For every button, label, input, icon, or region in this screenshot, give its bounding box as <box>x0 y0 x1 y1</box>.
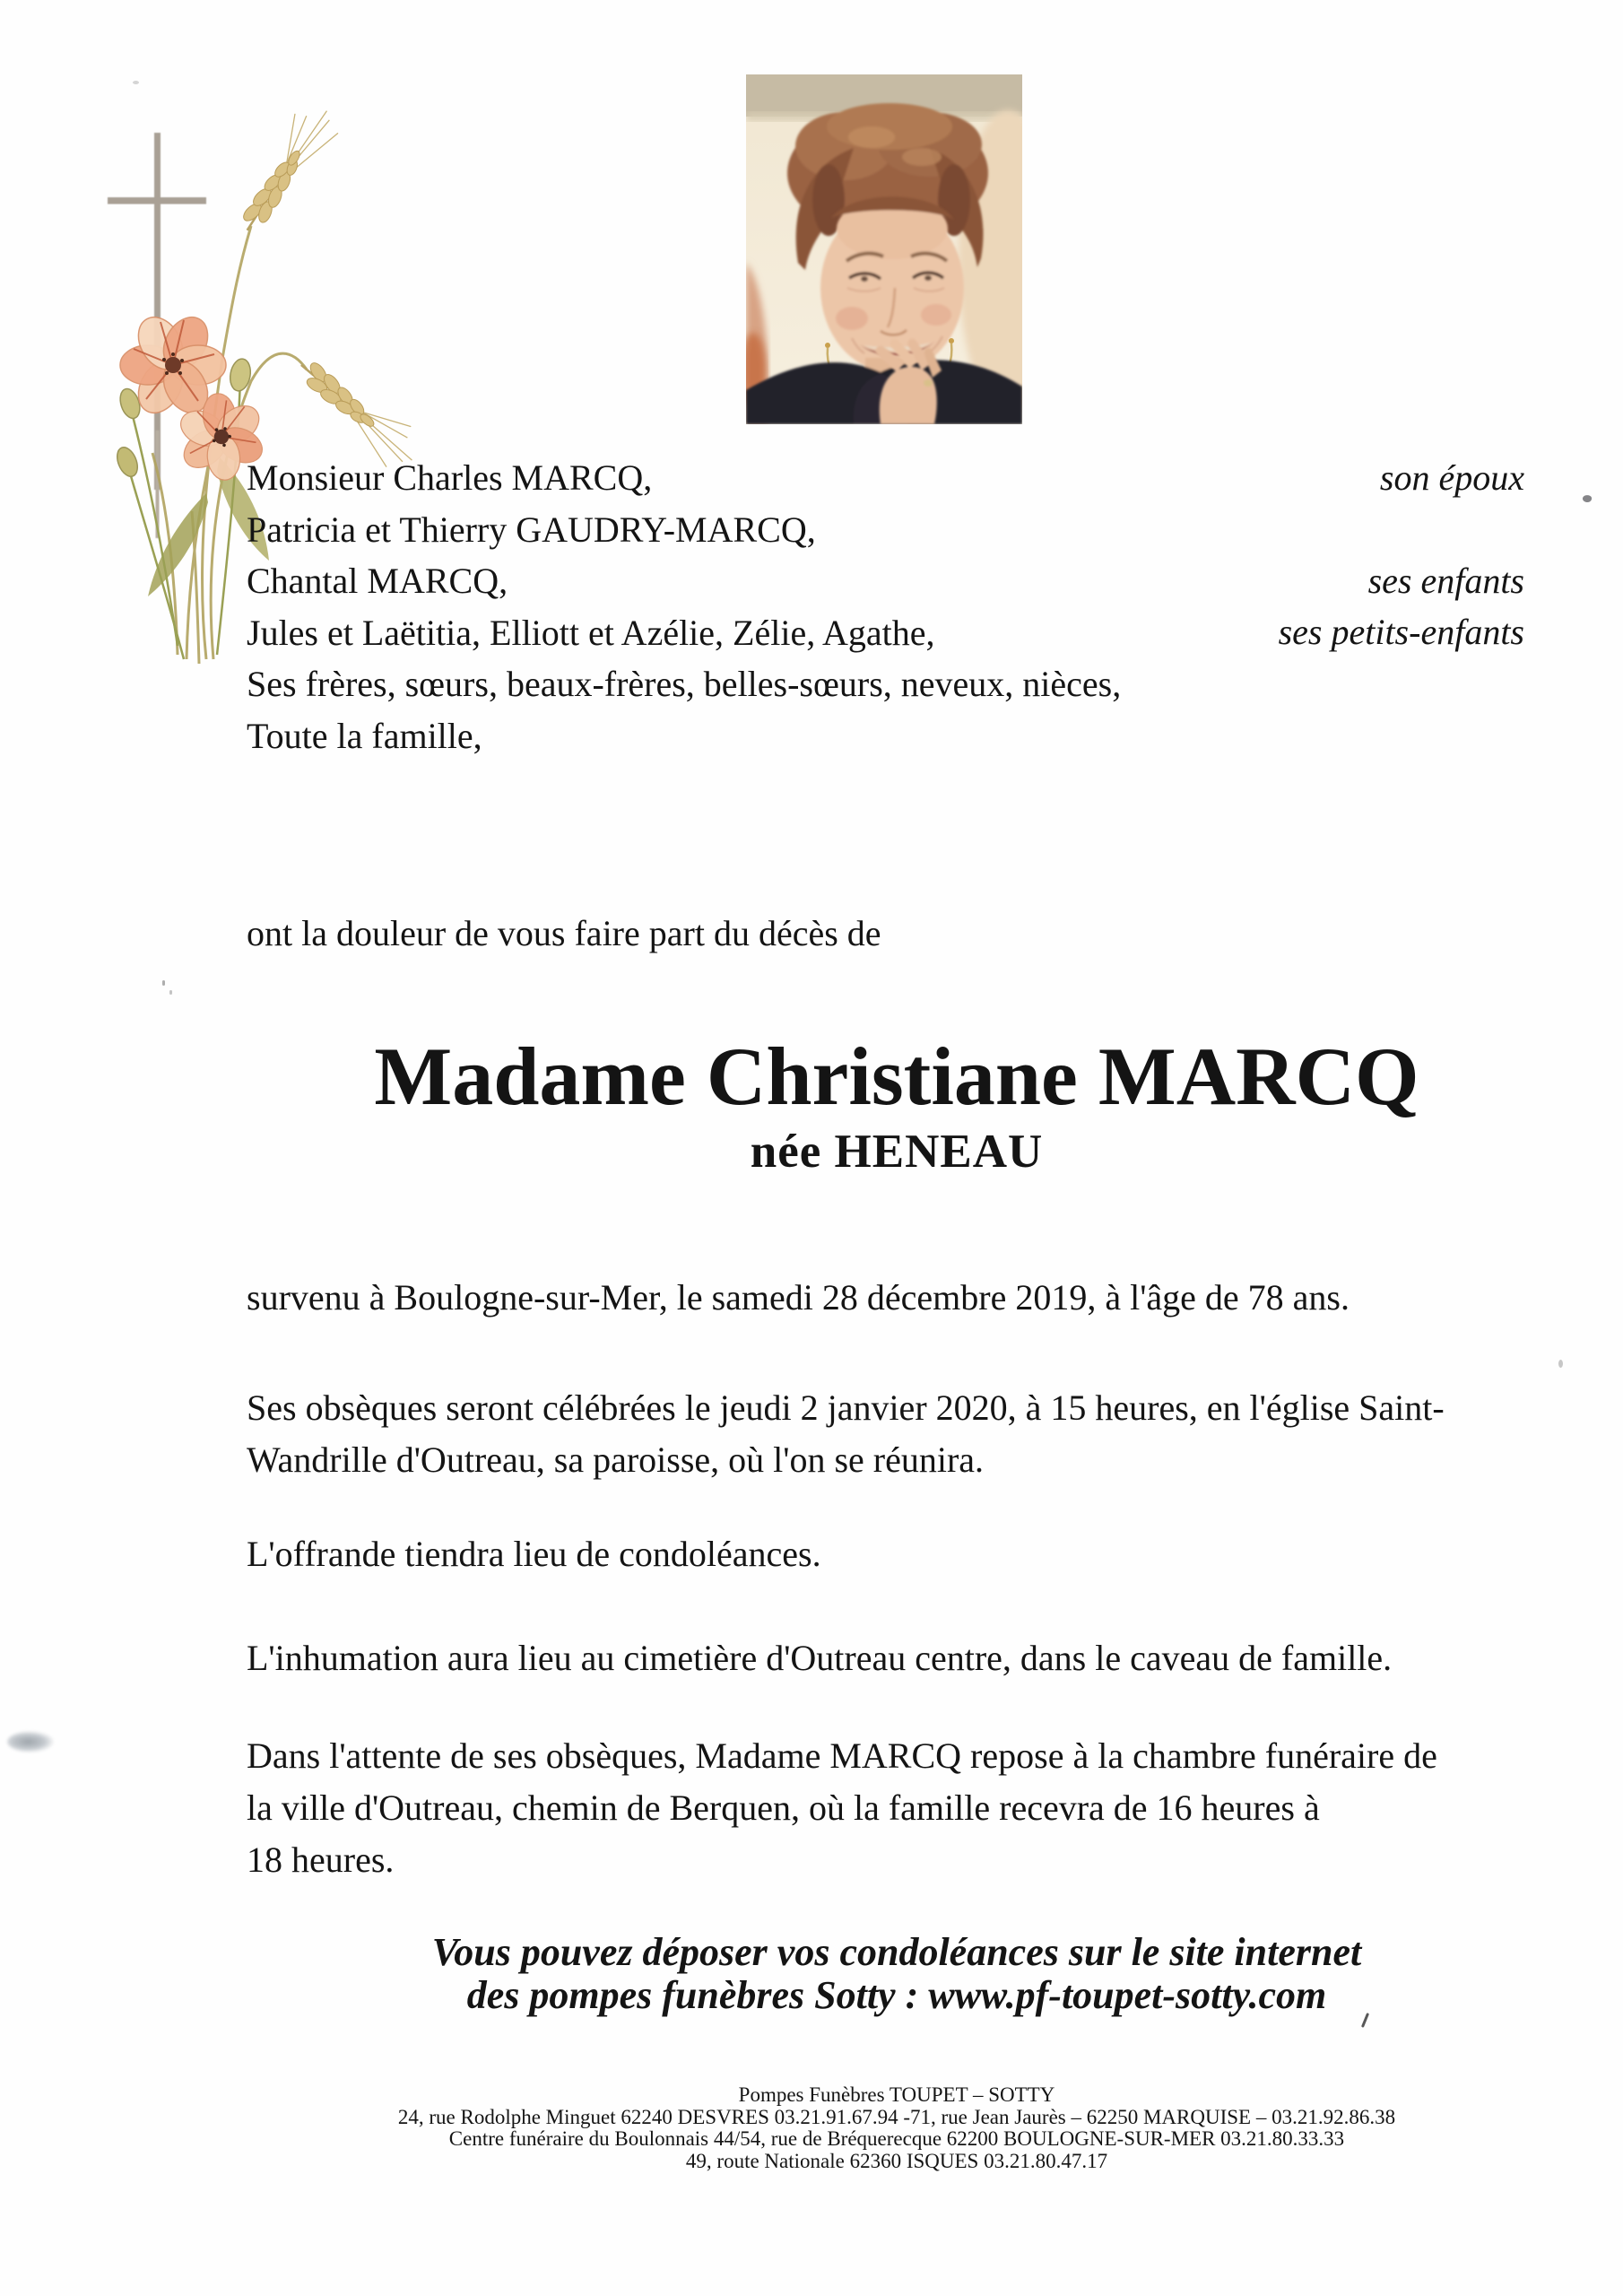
paragraph-offering <box>247 1528 821 1580</box>
footer-company-name: Pompes Funèbres TOUPET – SOTTY <box>738 2083 1055 2106</box>
paragraph-burial <box>247 1632 1392 1684</box>
family-line: Monsieur Charles MARCQ, <box>247 457 653 498</box>
scan-speck <box>133 81 139 84</box>
portrait-photo <box>746 74 1022 424</box>
condolence-note-line: Vous pouvez déposer vos condoléances sur le site internet <box>431 1930 1362 1974</box>
footer-address-line: 49, route Nationale 62360 ISQUES 03.21.80.47.17 <box>685 2149 1108 2172</box>
role-label-enfants: ses enfants <box>1367 561 1524 601</box>
paragraph-funeral-service <box>247 1382 1445 1486</box>
paragraph-line: 18 heures. <box>247 1839 395 1880</box>
role-label-petits-enfants: ses petits-enfants <box>1278 612 1524 652</box>
role-label-epoux: son époux <box>1379 457 1524 498</box>
footer-address-line: 24, rue Rodolphe Minguet 62240 DESVRES 03.21.91.67.94 -71, rue Jean Jaurès – 62250 MARQUISE – 03.21.92.86.38 <box>397 2105 1396 2128</box>
footer-address-line: Centre funéraire du Boulonnais 44/54, rue de Bréquerecque 62200 BOULOGNE-SUR-MER 03.21.80.33.33 <box>448 2127 1345 2150</box>
family-line: Jules et Laëtitia, Elliott et Azélie, Zélie, Agathe, <box>247 612 935 653</box>
family-line: Toute la famille, <box>247 715 482 756</box>
maiden-name: née HENEAU <box>750 1126 1044 1178</box>
scan-speck <box>1558 1360 1563 1368</box>
paragraph-line: survenu à Boulogne-sur-Mer, le samedi 28 décembre 2019, à l'âge de 78 ans. <box>247 1277 1350 1318</box>
announcement-line: ont la douleur de vous faire part du décès de <box>247 913 881 953</box>
condolence-note-website-line: des pompes funèbres Sotty : www.pf-toupet-sotty.com <box>466 1973 1327 2017</box>
paragraph-line: Dans l'attente de ses obsèques, Madame MARCQ repose à la chambre funéraire de <box>247 1735 1437 1776</box>
footer <box>179 2084 1614 2172</box>
paragraph-line: Ses obsèques seront célébrées le jeudi 2 janvier 2020, à 15 heures, en l'église Saint- <box>247 1387 1445 1428</box>
paragraph-line: L'offrande tiendra lieu de condoléances. <box>247 1534 821 1574</box>
family-names-list <box>247 452 1121 761</box>
wheat-ear-icon <box>228 97 345 243</box>
scan-speck <box>169 990 172 995</box>
family-line: Ses frères, sœurs, beaux-frères, belles-sœurs, neveux, nièces, <box>247 664 1122 704</box>
paragraph-line: la ville d'Outreau, chemin de Berquen, où la famille recevra de 16 heures à <box>247 1787 1320 1828</box>
paragraph-funeral-home <box>247 1730 1437 1886</box>
scan-speck <box>162 980 165 986</box>
scan-speck <box>1582 494 1593 503</box>
paragraph-death-details <box>247 1272 1350 1324</box>
paragraph-line: L'inhumation aura lieu au cimetière d'Outreau centre, dans le caveau de famille. <box>247 1638 1393 1678</box>
family-line: Patricia et Thierry GAUDRY-MARCQ, <box>247 509 816 550</box>
deceased-name: Madame Christiane MARCQ <box>374 1031 1419 1122</box>
scan-smudge <box>7 1731 54 1752</box>
family-line: Chantal MARCQ, <box>247 561 508 601</box>
paragraph-line: Wandrille d'Outreau, sa paroisse, où l'on se réunira. <box>247 1439 985 1480</box>
